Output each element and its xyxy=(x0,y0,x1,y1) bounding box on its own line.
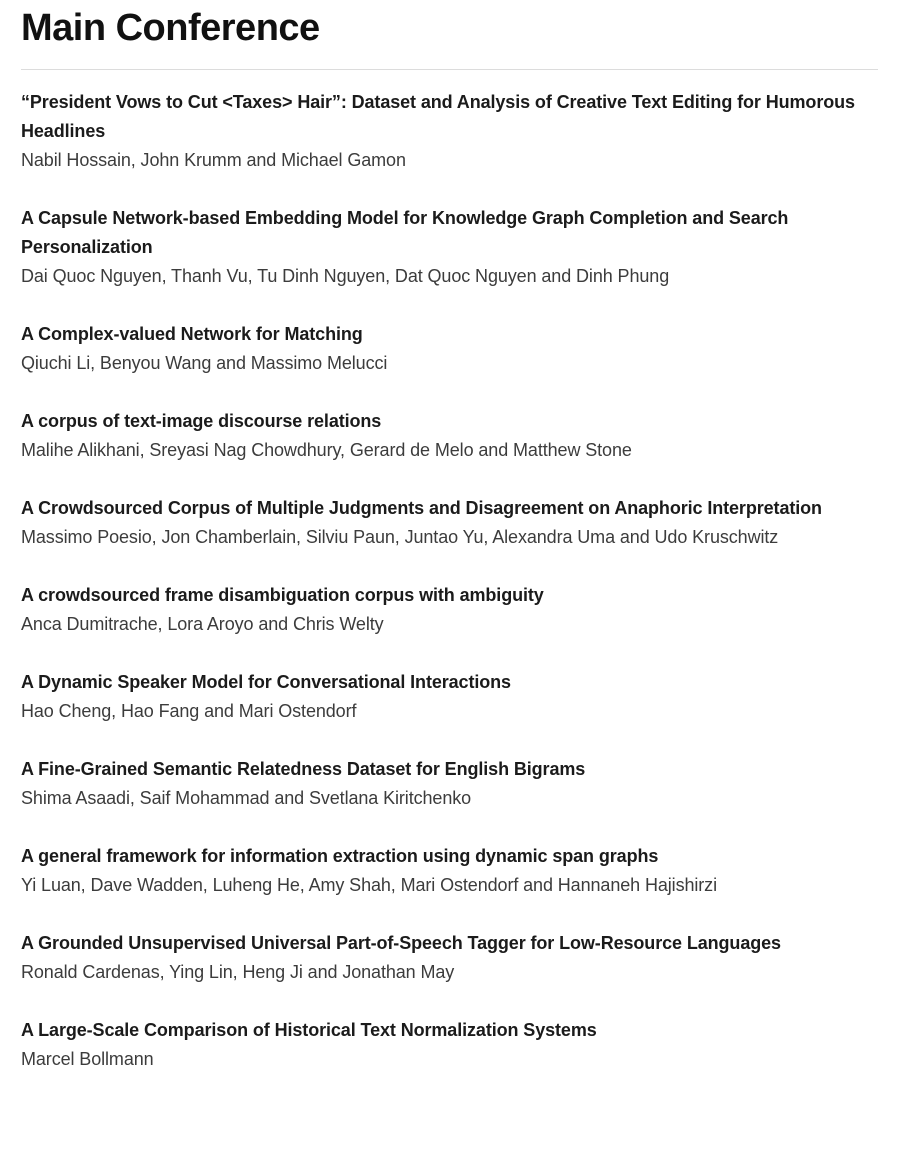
paper-entry xyxy=(21,88,878,175)
paper-entry xyxy=(21,929,878,987)
paper-authors: Marcel Bollmann xyxy=(21,1048,154,1069)
paper-title: A crowdsourced frame disambiguation corpus with ambiguity xyxy=(21,584,544,605)
paper-entry xyxy=(21,407,878,465)
paper-authors: Malihe Alikhani, Sreyasi Nag Chowdhury, Gerard de Melo and Matthew Stone xyxy=(21,439,632,460)
paper-title: A Dynamic Speaker Model for Conversational Interactions xyxy=(21,671,511,692)
paper-title: A Fine-Grained Semantic Relatedness Dataset for English Bigrams xyxy=(21,758,586,779)
paper-entry xyxy=(21,668,878,726)
paper-entry xyxy=(21,1016,878,1074)
paper-title: A corpus of text-image discourse relations xyxy=(21,410,382,431)
paper-authors: Dai Quoc Nguyen, Thanh Vu, Tu Dinh Nguyen, Dat Quoc Nguyen and Dinh Phung xyxy=(21,265,670,286)
paper-authors: Yi Luan, Dave Wadden, Luheng He, Amy Shah, Mari Ostendorf and Hannaneh Hajishirzi xyxy=(21,874,717,895)
paper-entry xyxy=(21,581,878,639)
paper-title: A Capsule Network-based Embedding Model for Knowledge Graph Completion and Search Personalization xyxy=(21,207,789,257)
paper-authors: Shima Asaadi, Saif Mohammad and Svetlana Kiritchenko xyxy=(21,787,472,808)
paper-entry xyxy=(21,320,878,378)
paper-authors: Nabil Hossain, John Krumm and Michael Gamon xyxy=(21,149,406,170)
paper-authors: Massimo Poesio, Jon Chamberlain, Silviu Paun, Juntao Yu, Alexandra Uma and Udo Kruschwitz xyxy=(21,526,779,547)
paper-list xyxy=(21,88,878,1074)
page-title: Main Conference xyxy=(21,7,320,49)
paper-title: A general framework for information extraction using dynamic span graphs xyxy=(21,845,659,866)
paper-entry xyxy=(21,842,878,900)
section-divider xyxy=(21,69,878,70)
paper-entry xyxy=(21,494,878,552)
paper-authors: Ronald Cardenas, Ying Lin, Heng Ji and Jonathan May xyxy=(21,961,455,982)
paper-authors: Qiuchi Li, Benyou Wang and Massimo Melucci xyxy=(21,352,388,373)
paper-entry xyxy=(21,755,878,813)
paper-authors: Hao Cheng, Hao Fang and Mari Ostendorf xyxy=(21,700,357,721)
paper-title: A Crowdsourced Corpus of Multiple Judgments and Disagreement on Anaphoric Interpretation xyxy=(21,497,822,518)
paper-title: A Complex-valued Network for Matching xyxy=(21,323,363,344)
paper-title: “President Vows to Cut <Taxes> Hair”: Dataset and Analysis of Creative Text Editing for Humorous Headlines xyxy=(21,91,855,141)
paper-authors: Anca Dumitrache, Lora Aroyo and Chris Welty xyxy=(21,613,384,634)
paper-title: A Grounded Unsupervised Universal Part-of-Speech Tagger for Low-Resource Languages xyxy=(21,932,781,953)
paper-entry xyxy=(21,204,878,291)
paper-title: A Large-Scale Comparison of Historical Text Normalization Systems xyxy=(21,1019,597,1040)
